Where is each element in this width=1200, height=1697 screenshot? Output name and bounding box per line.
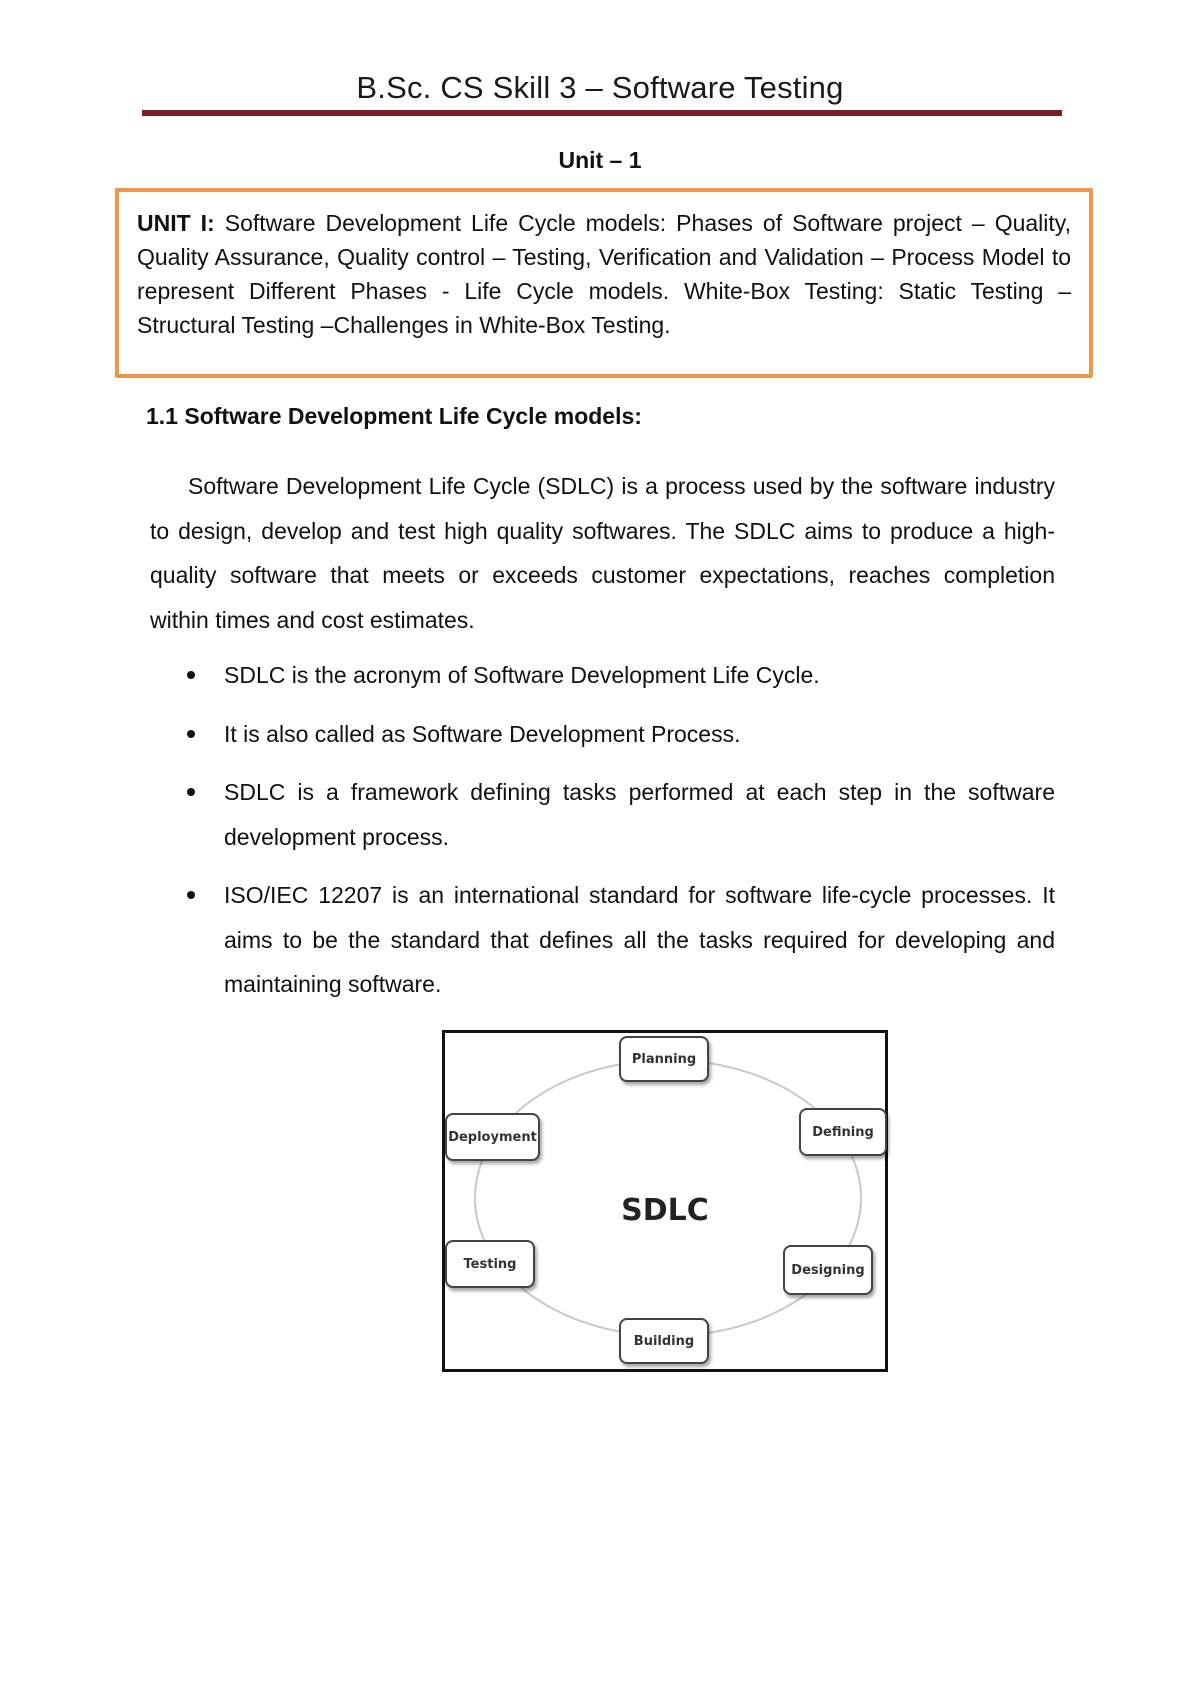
syllabus-content: Software Development Life Cycle models: Phases of Software project – Quality, Quality Assurance, Quality control – Testing, Verification and Validation – Process Model to represent Different Phases - Life Cycle models. White-Box Testing: Static Testing – Structural Testing –Challenges in White-Box Testing. xyxy=(137,210,1071,338)
list-item xyxy=(150,712,1055,757)
list-item-text: SDLC is a framework defining tasks performed at each step in the software development process. xyxy=(224,779,1055,850)
diagram-center-label: SDLC xyxy=(621,1193,709,1228)
header-rule xyxy=(142,110,1062,116)
bullet-icon xyxy=(187,671,195,679)
bullet-list xyxy=(150,653,1055,1021)
phase-designing: Designing xyxy=(783,1245,873,1295)
phase-deployment: Deployment xyxy=(445,1113,540,1161)
syllabus-box xyxy=(115,188,1093,378)
bullet-icon xyxy=(187,891,195,899)
list-item-text: SDLC is the acronym of Software Development Life Cycle. xyxy=(224,662,820,688)
list-item-text: ISO/IEC 12207 is an international standard for software life-cycle processes. It aims to be the standard that defines all the tasks required for developing and maintaining software. xyxy=(224,882,1055,997)
syllabus-text xyxy=(137,206,1071,342)
syllabus-label: UNIT I: xyxy=(137,210,215,236)
section-heading: 1.1 Software Development Life Cycle models: xyxy=(146,403,642,429)
bullet-icon xyxy=(187,730,195,738)
bullet-icon xyxy=(187,788,195,796)
list-item xyxy=(150,873,1055,1007)
document-header-title: B.Sc. CS Skill 3 – Software Testing xyxy=(356,70,844,105)
unit-heading: Unit – 1 xyxy=(558,147,642,173)
phase-planning: Planning xyxy=(619,1036,709,1082)
intro-paragraph: Software Development Life Cycle (SDLC) is a process used by the software industry to design, develop and test high quality softwares. The SDLC aims to produce a high-quality software that meets or exceeds customer expectations, reaches completion within times and cost estimates. xyxy=(150,473,1055,633)
list-item xyxy=(150,653,1055,698)
phase-building: Building xyxy=(619,1318,709,1364)
sdlc-diagram xyxy=(442,1030,888,1372)
phase-testing: Testing xyxy=(445,1240,535,1288)
list-item xyxy=(150,770,1055,859)
list-item-text: It is also called as Software Development Process. xyxy=(224,720,741,747)
phase-defining: Defining xyxy=(799,1108,887,1156)
